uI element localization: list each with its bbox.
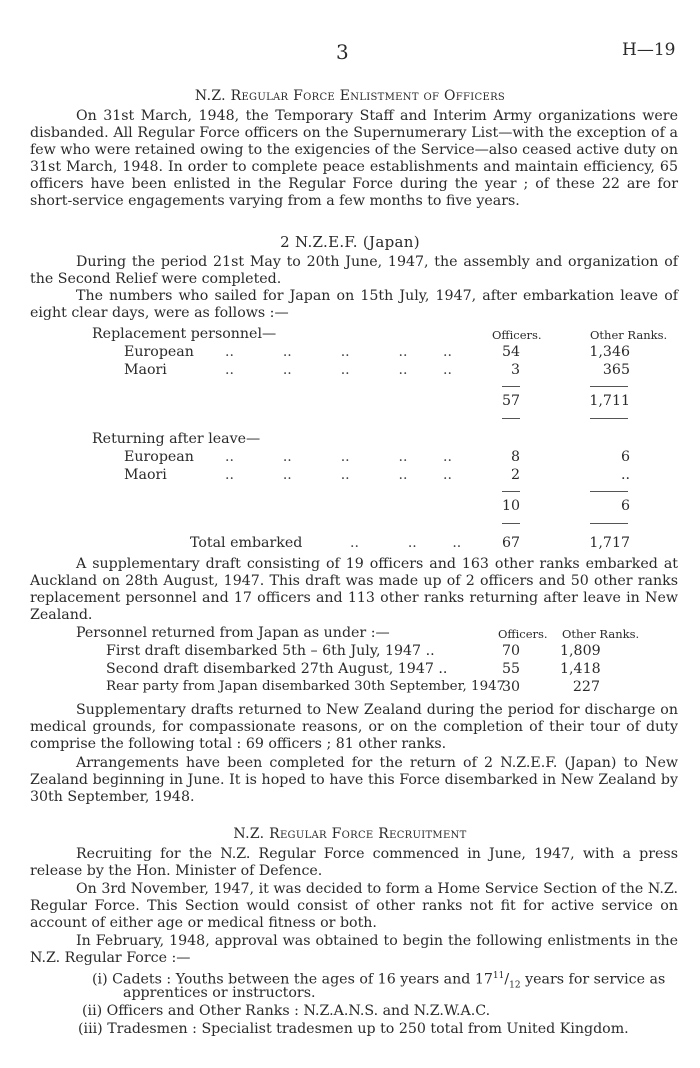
enlistment-list-item xyxy=(82,1003,490,1020)
table-row-label: First draft disembarked 5th – 6th July, 1947 .. xyxy=(106,643,435,659)
section-heading-enlistment: N.Z. Regular Force Enlistment of Officers xyxy=(194,88,506,104)
list-item-text: Officers and Other Ranks : N.Z.A.N.S. and N.Z.W.A.C. xyxy=(106,1003,491,1019)
table-cell-officers: 30 xyxy=(501,679,520,695)
section-heading-nzef-japan xyxy=(0,233,700,251)
col-header-officers: Officers. xyxy=(492,328,542,342)
returning-label: Returning after leave— xyxy=(92,431,261,447)
subtotal-other-ranks: 6 xyxy=(620,498,630,514)
enlistment-list-item xyxy=(78,1021,629,1038)
fraction-numerator: 11 xyxy=(492,971,505,981)
table-cell-officers: 3 xyxy=(510,362,520,378)
table-row-label: Rear party from Japan disembarked 30th September, 1947 xyxy=(106,679,506,694)
enlistment-paragraph: On 31st March, 1948, the Temporary Staff and Interim Army organizations were disbanded. All Regular Force officers on the Supernumerary List—with the exception of a few who were retained owing to the exigencies of the Service—also ceased active duty on 31st March, 1948. In order to complete peace establishments and maintain efficiency, 65 officers have been enlisted in the Regular Force during the year ; of these 22 are for short-service engagements varying from a few months to five years. xyxy=(30,108,678,209)
subtotal-rule xyxy=(590,523,628,524)
list-item-text: Tradesmen : Specialist tradesmen up to 250 total from United Kingdom. xyxy=(107,1021,629,1037)
col-header-officers: Officers. xyxy=(498,627,548,641)
subtotal-other-ranks: 1,711 xyxy=(589,393,630,409)
arrangements-paragraph: Arrangements have been completed for the return of 2 N.Z.E.F. (Japan) to New Zealand beginning in June. It is hoped to have this Force disembarked in New Zealand by 30th September, 1948. xyxy=(30,755,678,805)
subtotal-rule xyxy=(502,523,520,524)
subtotal-officers: 57 xyxy=(501,393,520,409)
total-embarked-label: Total embarked xyxy=(190,535,303,551)
recruitment-paragraph-3: In February, 1948, approval was obtained to begin the following enlistments in the N.Z. Regular Force :— xyxy=(30,933,678,966)
subtotal-rule xyxy=(502,491,520,492)
table-row-label: Maori xyxy=(124,362,167,378)
table-cell-officers: 8 xyxy=(510,449,520,465)
table-cell-other-ranks: 6 xyxy=(620,449,630,465)
subtotal-rule xyxy=(590,418,628,419)
supplementary-returns-paragraph: Supplementary drafts returned to New Zealand during the period for discharge on medical grounds, for compassionate reasons, or on the completion of their tour of duty comprise the following total : 69 officers ; 81 other ranks. xyxy=(30,702,678,752)
section-heading-recruitment: N.Z. Regular Force Recruitment xyxy=(233,826,467,842)
list-item-text: Cadets : Youths between the ages of 16 years and 17 xyxy=(112,971,493,988)
table-cell-officers: 55 xyxy=(501,661,520,677)
table-cell-officers: 54 xyxy=(501,344,520,360)
table-row-label: Maori xyxy=(124,467,167,483)
list-item-number: (i) xyxy=(92,971,108,988)
recruitment-paragraph-2: On 3rd November, 1947, it was decided to form a Home Service Section of the N.Z. Regular Force. This Section would consist of other ranks not fit for active service on account of either age or medical fitness or both. xyxy=(30,881,678,931)
nzef-paragraph-2: The numbers who sailed for Japan on 15th July, 1947, after embarkation leave of eight clear days, were as follows :— xyxy=(30,288,678,321)
page-number: 3 xyxy=(336,40,349,64)
table-cell-other-ranks: .. xyxy=(620,467,630,483)
table-row-label: European xyxy=(124,449,194,465)
col-header-other-ranks: Other Ranks. xyxy=(562,627,640,641)
fraction-denominator: 12 xyxy=(509,980,521,991)
subtotal-rule xyxy=(590,491,628,492)
subtotal-rule xyxy=(502,418,520,419)
table-row-label: European xyxy=(124,344,194,360)
nzef-paragraph-1: During the period 21st May to 20th June, 1947, the assembly and organization of the Second Relief were completed. xyxy=(30,254,678,287)
table-cell-other-ranks: 365 xyxy=(602,362,630,378)
total-officers: 67 xyxy=(501,535,520,551)
table-cell-officers: 70 xyxy=(501,643,520,659)
total-other-ranks: 1,717 xyxy=(589,535,630,551)
document-page: 3 H—19 N.Z. Regular Force Enlistment of Officers On 31st March, 1948, the Temporary Staff and Interim Army organizations were disbanded. All Regular Force officers on the Supernumerary List—with the exception of a few who were retained owing to the exigencies of the Service—also ceased active duty on 31st March, 1948. In order to complete peace establishments and maintain efficiency, 65 officers have been enlisted in the Regular Force during the year ; of these 22 are for short-service engagements varying from a few months to five years. 2 N.Z.E.F. (Japan) During the period 21st May to 20th June, 1947, the assembly and organization of the Second Relief were completed. The numbers who sailed for Japan on 15th July, 1947, after embarkation leave of eight clear days, were as follows :— Officers. Other Ranks. Replacement personnel— European .. .. .. .. .. 54 1,346 Maori .. .. .. .. .. 3 365 57 1,711 Returning after leave— European .. .. .. .. .. 8 6 Maori .. .. .. .. .. 2 .. 10 6 Total embarked .. .. .. 67 1,717 A supplementary draft consisting of 19 officers and 163 other ranks embarked at Auckland on 28th August, 1947. This draft was made up of 2 officers and 50 other ranks replacement personnel and 17 officers and 113 other ranks returning after leave in New Zealand. Personnel returned from Japan as under :— Officers. Other Ranks. First draft disembarked 5th – 6th July, 1947 .. 70 1,809 Second draft disembarked 27th August, 1947 .. 55 1,418 Rear party from Japan disembarked 30th September, 1947 30 227 Supplementary drafts returned to New Zealand during the period for discharge on medical grounds, for compassionate reasons, or on the completion of their tour of duty comprise the following total : 69 officers ; 81 other ranks. Arrangements have been completed for the return of 2 N.Z.E.F. (Japan) to New Zealand beginning in June. It is hoped to have this Force disembarked in New Zealand by 30th September, 1948. N.Z. Regular Force Recruitment Recruiting for the N.Z. Regular Force commenced in June, 1947, with a press release by the Hon. Minister of Defence. On 3rd November, 1947, it was decided to form a Home Service Section of the N.Z. Regular Force. This Section would consist of other ranks not fit for active service on account of either age or medical fitness or both. In February, 1948, approval was obtained to begin the following enlistments in the N.Z. Regular Force :— (i) Cadets : Youths between the ages of 16 years and $17^{11}/_{12}$ years for service as apprentices or instructors. (ii) Officers and Other Ranks : N.Z.A.N.S. and N.Z.W.A.C. (iii) Tradesmen : Specialist tradesmen up to 250 total from United Kingdom. xyxy=(0,0,700,1068)
subtotal-rule xyxy=(502,386,520,387)
col-header-other-ranks: Other Ranks. xyxy=(590,328,668,342)
list-item-text: years for service as xyxy=(520,971,666,988)
nzef-heading-text: 2 N.Z.E.F. (Japan) xyxy=(280,233,420,251)
list-item-continuation: apprentices or instructors. xyxy=(123,985,316,1001)
list-item-number: (ii) xyxy=(82,1003,103,1019)
table-row-label: Second draft disembarked 27th August, 1947 .. xyxy=(106,661,448,677)
table-cell-other-ranks: 1,346 xyxy=(589,344,630,360)
table-cell-other-ranks: 1,418 xyxy=(560,661,601,677)
returned-label: Personnel returned from Japan as under :— xyxy=(76,625,390,641)
recruitment-paragraph-1: Recruiting for the N.Z. Regular Force commenced in June, 1947, with a press release by the Hon. Minister of Defence. xyxy=(30,846,678,879)
subtotal-officers: 10 xyxy=(501,498,520,514)
table-cell-other-ranks: 227 xyxy=(572,679,600,695)
document-reference: H—19 xyxy=(622,40,676,60)
replacement-label: Replacement personnel— xyxy=(92,326,277,342)
supplementary-draft-paragraph: A supplementary draft consisting of 19 officers and 163 other ranks embarked at Auckland on 28th August, 1947. This draft was made up of 2 officers and 50 other ranks replacement personnel and 17 officers and 113 other ranks returning after leave in New Zealand. xyxy=(30,556,678,623)
enlistment-list-item: (i) Cadets : Youths between the ages of 16 years and $17^{11}/_{12}$ years for service as xyxy=(92,971,666,991)
list-item-number: (iii) xyxy=(78,1021,103,1037)
table-cell-other-ranks: 1,809 xyxy=(560,643,601,659)
table-cell-officers: 2 xyxy=(510,467,520,483)
subtotal-rule xyxy=(590,386,628,387)
